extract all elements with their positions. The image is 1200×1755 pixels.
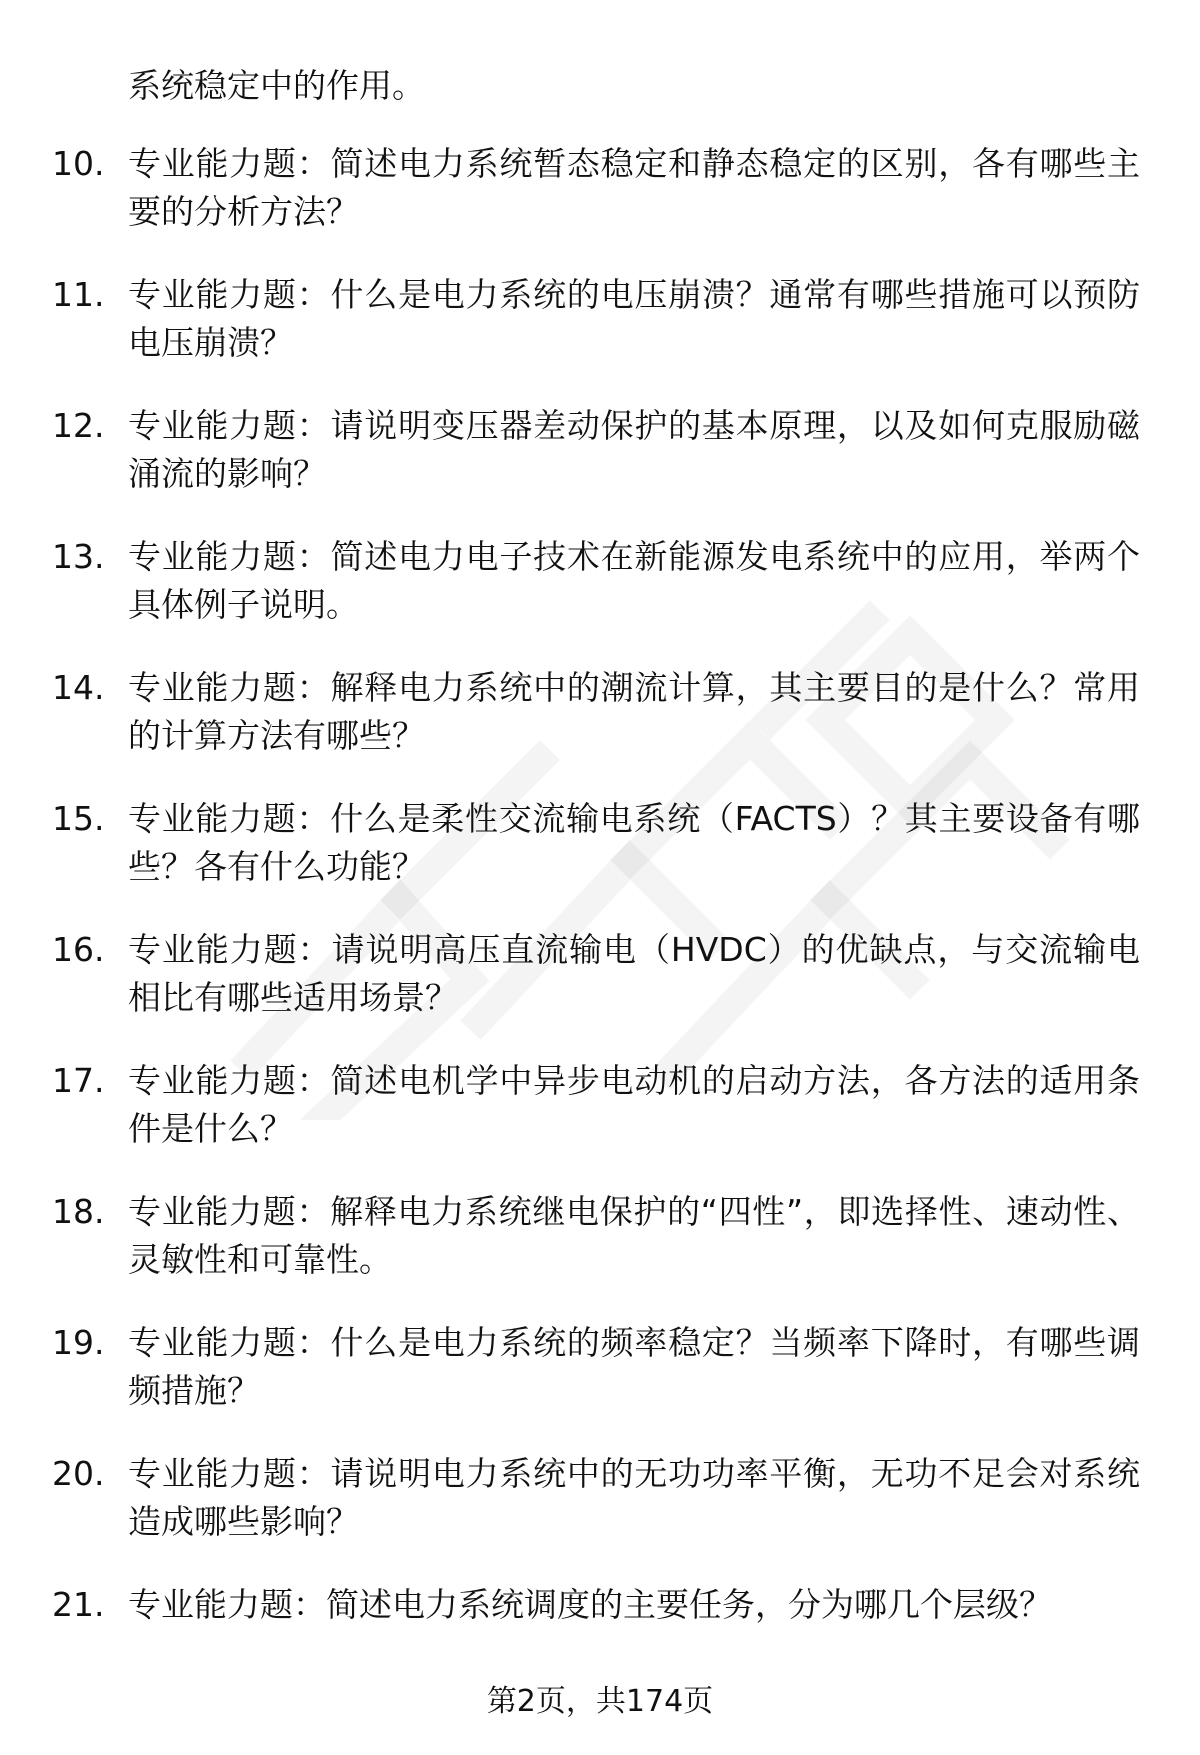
question-text: 专业能力题：什么是电力系统的频率稳定？当频率下降时，有哪些调频措施？ — [128, 1323, 1140, 1410]
list-item — [0, 664, 1200, 782]
question-text: 专业能力题：请说明电力系统中的无功功率平衡，无功不足会对系统造成哪些影响？ — [128, 1454, 1140, 1541]
question-text: 专业能力题：简述电力系统调度的主要任务，分为哪几个层级？ — [128, 1585, 1052, 1624]
question-number: 19. — [52, 1323, 105, 1362]
list-item — [0, 1188, 1200, 1306]
list-item — [0, 926, 1200, 1044]
question-text: 专业能力题：简述电力系统暂态稳定和静态稳定的区别，各有哪些主要的分析方法？ — [128, 144, 1140, 231]
question-number: 20. — [52, 1454, 105, 1493]
question-number: 10. — [52, 144, 105, 183]
question-text: 专业能力题：什么是电力系统的电压崩溃？通常有哪些措施可以预防电压崩溃？ — [128, 275, 1140, 362]
question-text: 专业能力题：解释电力系统继电保护的“四性”，即选择性、速动性、灵敏性和可靠性。 — [128, 1192, 1140, 1279]
question-text: 专业能力题：简述电机学中异步电动机的启动方法，各方法的适用条件是什么？ — [128, 1061, 1140, 1148]
list-item — [0, 271, 1200, 389]
question-number: 12. — [52, 406, 105, 445]
list-item — [0, 1450, 1200, 1568]
list-item — [0, 533, 1200, 651]
list-item — [0, 795, 1200, 913]
question-number: 21. — [52, 1585, 105, 1624]
question-number: 15. — [52, 799, 105, 838]
question-text: 专业能力题：请说明变压器差动保护的基本原理，以及如何克服励磁涌流的影响？ — [128, 406, 1140, 493]
continuation-text: 系统稳定中的作用。 — [128, 66, 425, 105]
question-text: 专业能力题：什么是柔性交流输电系统（FACTS）？其主要设备有哪些？各有什么功能？ — [128, 799, 1140, 886]
list-item — [0, 402, 1200, 520]
question-number: 17. — [52, 1061, 105, 1100]
question-number: 14. — [52, 668, 105, 707]
question-number: 18. — [52, 1192, 105, 1231]
question-text: 专业能力题：请说明高压直流输电（HVDC）的优缺点，与交流输电相比有哪些适用场景？ — [128, 930, 1140, 1017]
list-item — [0, 140, 1200, 258]
question-number: 13. — [52, 537, 105, 576]
question-text: 专业能力题：简述电力电子技术在新能源发电系统中的应用，举两个具体例子说明。 — [128, 537, 1140, 624]
list-item — [0, 1057, 1200, 1175]
question-text: 专业能力题：解释电力系统中的潮流计算，其主要目的是什么？常用的计算方法有哪些？ — [128, 668, 1140, 755]
page-footer: 第2页，共174页 — [486, 1684, 714, 1719]
question-number: 11. — [52, 275, 105, 314]
question-list — [0, 140, 1200, 1712]
question-number: 16. — [52, 930, 105, 969]
list-item — [0, 1319, 1200, 1437]
